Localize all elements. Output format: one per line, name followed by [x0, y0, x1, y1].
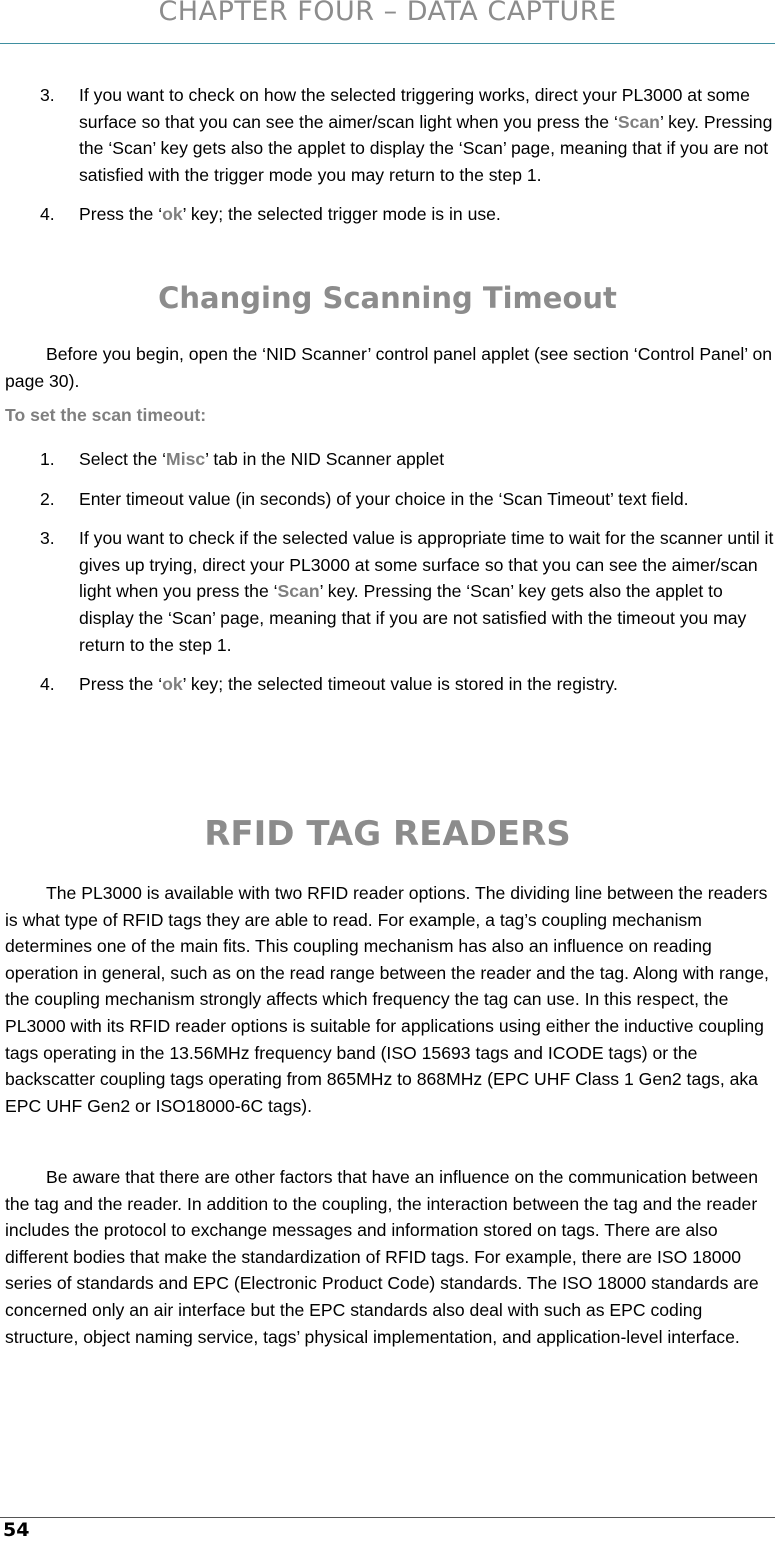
- section-heading-timeout: Changing Scanning Timeout: [158, 281, 617, 315]
- key-name: Scan: [617, 111, 660, 132]
- section-heading-rfid: RFID TAG READERS: [204, 814, 571, 854]
- list-item: 3. If you want to check if the selected value is appropriate time to wait for the scanner until it gives up trying, direct your PL3000 at some surface so that you can see the aimer/scan light when you press the ‘Scan’ key. Pressing the ‘Scan’ key gets also the applet to display the ‘Scan’ page, meaning that if you are not satisfied with the timeout you may return to the step 1.: [0, 525, 775, 658]
- key-name: Misc: [166, 449, 206, 469]
- key-name: ok: [162, 674, 183, 695]
- chapter-title: CHAPTER FOUR – DATA CAPTURE: [158, 0, 617, 27]
- footer-divider: [0, 1517, 775, 1518]
- list-number: 2.: [40, 488, 55, 509]
- list-item: 3. If you want to check on how the selected triggering works, direct your PL3000 at some surface so that you can see the aimer/scan light when you press the ‘Scan’ key. Pressing the ‘Scan’ key gets also the applet to display the ‘Scan’ page, meaning that if you are not satisfied with the trigger mode you may return to the step 1.: [0, 82, 775, 188]
- list-item: 1. Select the ‘Misc’ tab in the NID Scanner applet: [0, 446, 775, 473]
- list-item: 2. Enter timeout value (in seconds) of your choice in the ‘Scan Timeout’ text field.: [0, 486, 775, 513]
- rfid-paragraph: The PL3000 is available with two RFID reader options. The dividing line between the readers is what type of RFID tags they are able to read. For example, a tag’s coupling mechanism determines one of the main fits. This coupling mechanism has also an influence on reading operation in general, such as on the read range between the reader and the tag. Along with range, the coupling mechanism strongly affects which frequency the tag can use. In this respect, the PL3000 with its RFID reader options is suitable for applications using either the inductive coupling tags operating in the 13.56MHz frequency band (ISO 15693 tags and ICODE tags) or the backscatter coupling tags operating from 865MHz to 868MHz (EPC UHF Class 1 Gen2 tags, aka EPC UHF Gen2 or ISO18000-6C tags).: [5, 883, 769, 1116]
- list-number: 3.: [40, 85, 55, 105]
- list-number: 3.: [40, 528, 55, 549]
- key-name: Scan: [277, 581, 320, 602]
- list-item: 4. Press the ‘ok’ key; the selected timeout value is stored in the registry.: [0, 671, 775, 698]
- trigger-steps-list: [0, 82, 775, 228]
- chapter-header: [0, 0, 775, 44]
- list-number: 1.: [40, 449, 55, 469]
- key-name: ok: [162, 204, 183, 225]
- list-item: 4. Press the ‘ok’ key; the selected trigger mode is in use.: [0, 201, 775, 228]
- timeout-intro: Before you begin, open the ‘NID Scanner’ control panel applet (see section ‘Control Panel’ on page 30).: [5, 344, 773, 391]
- timeout-steps-list: [0, 446, 775, 698]
- page-number: 54: [3, 1519, 30, 1541]
- list-number: 4.: [40, 204, 55, 225]
- rfid-paragraph: Be aware that there are other factors that have an influence on the communication between the tag and the reader. In addition to the coupling, the interaction between the tag and the reader includes the protocol to exchange messages and information stored on tags. There are also different bodies that make the standardization of RFID tags. For example, there are ISO 18000 series of standards and EPC (Electronic Product Code) standards. The ISO 18000 standards are concerned only an air interface but the EPC standards also deal with such as EPC coding structure, object naming service, tags’ physical implementation, and application-level interface.: [5, 1167, 759, 1347]
- procedure-subheading: To set the scan timeout:: [5, 405, 207, 425]
- list-number: 4.: [40, 674, 55, 695]
